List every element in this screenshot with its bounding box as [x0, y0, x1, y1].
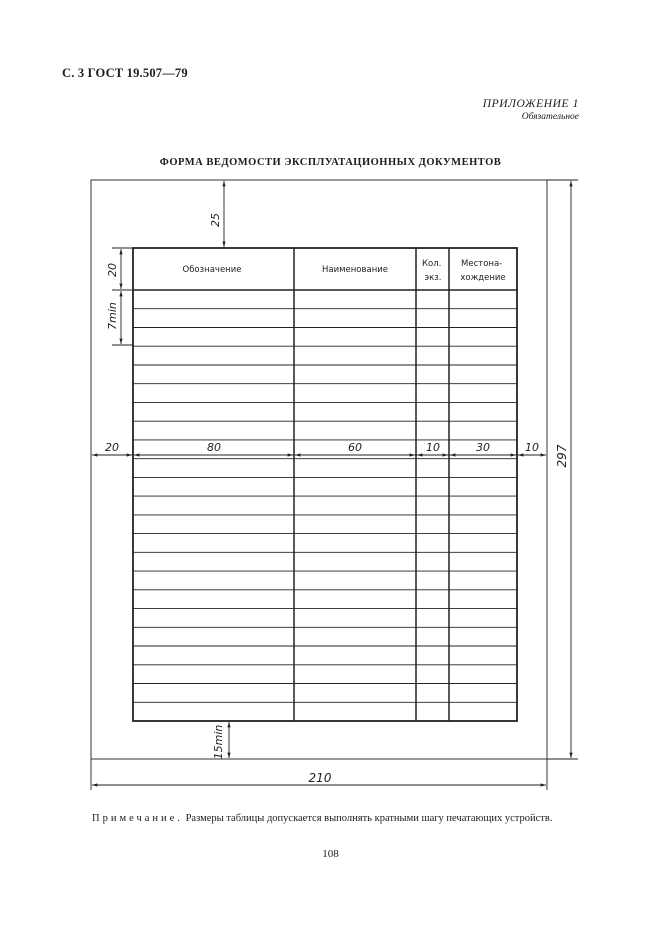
- dim-col2-label: 60: [348, 441, 362, 454]
- dim-col4-label: 30: [476, 441, 490, 454]
- dim-right-margin-label: 10: [525, 441, 539, 454]
- dim-top-margin-label: 25: [209, 213, 222, 227]
- dim-col3-label: 10: [426, 441, 440, 454]
- col-header-location: Местона- хождение: [460, 259, 506, 283]
- form-title: ФОРМА ВЕДОМОСТИ ЭКСПЛУАТАЦИОННЫХ ДОКУМЕНТОВ: [159, 157, 502, 168]
- table-border: [133, 248, 517, 721]
- page-number: 108: [322, 848, 339, 860]
- row-lines: [133, 309, 517, 703]
- note-text: Размеры таблицы допускается выполнять кратными шагу печатающих устройств.: [182, 813, 553, 824]
- page-reference: С. 3 ГОСТ 19.507—79: [62, 66, 188, 80]
- col-header-copies: Кол. экз.: [421, 259, 442, 283]
- dim-left-margin-label: 20: [105, 441, 119, 454]
- note-label: Примечание.: [92, 813, 183, 824]
- form-table: [133, 248, 517, 721]
- dim-row-height-label: 7min: [106, 302, 119, 330]
- col-header-name: Наименование: [321, 265, 389, 275]
- dim-sheet-width-label: 210: [308, 771, 332, 785]
- col-header-designation: Обозначение: [182, 265, 242, 275]
- dim-sheet-height-label: 297: [555, 444, 569, 468]
- appendix-title: ПРИЛОЖЕНИЕ 1: [482, 98, 579, 110]
- dim-col1-label: 80: [207, 441, 221, 454]
- dim-bottom-margin-label: 15min: [212, 724, 225, 760]
- note: [92, 813, 552, 824]
- dim-header-height-label: 20: [106, 263, 119, 277]
- appendix-status: Обязательное: [521, 112, 579, 122]
